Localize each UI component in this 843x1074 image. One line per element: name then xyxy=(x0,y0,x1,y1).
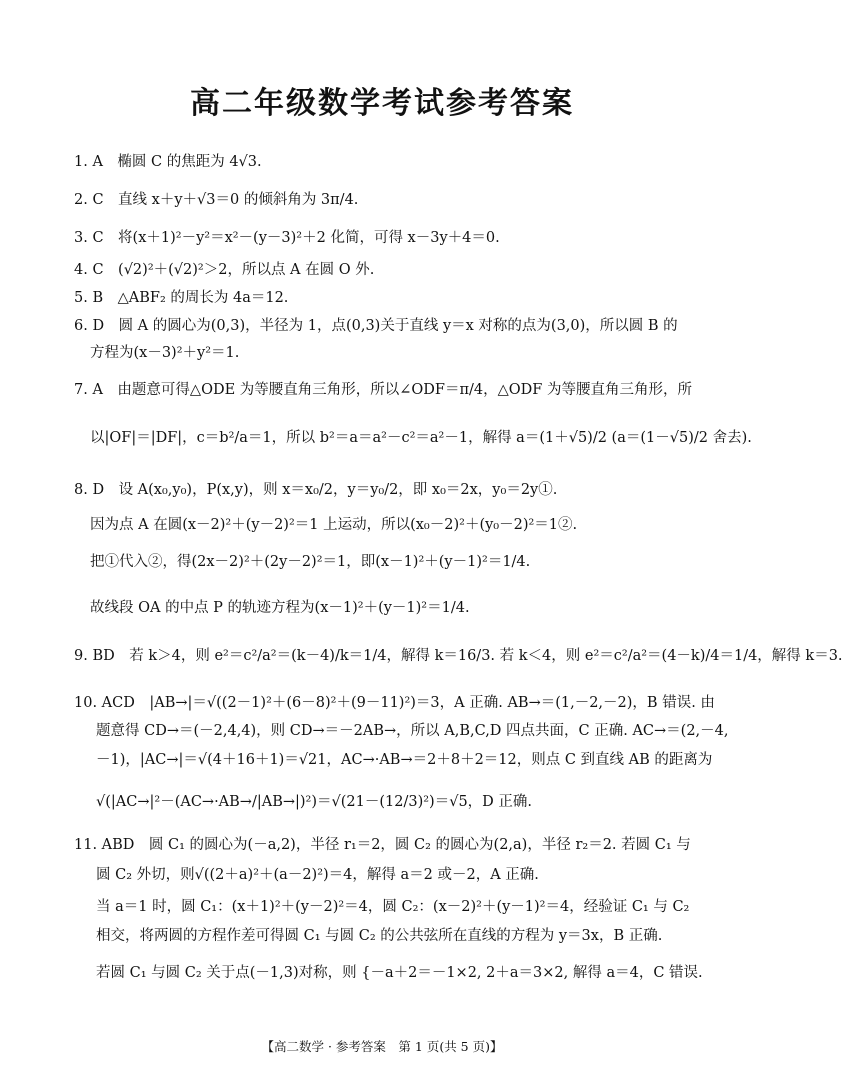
answer-line: 8. D 设 A(x₀,y₀)，P(x,y)，则 x＝x₀/2，y＝y₀/2，即 x₀＝2x，y₀＝2y①. xyxy=(74,482,558,498)
answer-line: 把①代入②，得(2x－2)²＋(2y－2)²＝1，即(x－1)²＋(y－1)²＝1/4. xyxy=(90,554,531,570)
answer-line: 5. B △ABF₂ 的周长为 4a＝12. xyxy=(74,290,289,306)
answer-line: 相交，将两圆的方程作差可得圆 C₁ 与圆 C₂ 的公共弦所在直线的方程为 y＝3x，B 正确. xyxy=(96,928,663,944)
answer-line: 题意得 CD→＝(－2,4,4)，则 CD→＝－2AB→，所以 A,B,C,D 四点共面，C 正确. AC→＝(2,－4, xyxy=(96,723,729,739)
answer-line: 11. ABD 圆 C₁ 的圆心为(－a,2)，半径 r₁＝2，圆 C₂ 的圆心为(2,a)，半径 r₂＝2. 若圆 C₁ 与 xyxy=(74,837,691,853)
answer-line: 以|OF|＝|DF|，c＝b²/a＝1，所以 b²＝a＝a²－c²＝a²－1，解得 a＝(1＋√5)/2 (a＝(1－√5)/2 舍去). xyxy=(90,430,752,446)
answer-line: 方程为(x－3)²＋y²＝1. xyxy=(90,345,240,361)
answer-line: 故线段 OA 的中点 P 的轨迹方程为(x－1)²＋(y－1)²＝1/4. xyxy=(90,600,470,616)
answer-line: 1. A 椭圆 C 的焦距为 4√3. xyxy=(74,154,262,170)
answer-line: 若圆 C₁ 与圆 C₂ 关于点(－1,3)对称，则 {－a＋2＝－1×2, 2＋a＝3×2, 解得 a＝4，C 错误. xyxy=(96,965,703,981)
answer-line: 4. C (√2)²＋(√2)²＞2，所以点 A 在圆 O 外. xyxy=(74,262,375,278)
answer-line: 2. C 直线 x＋y＋√3＝0 的倾斜角为 3π/4. xyxy=(74,192,359,208)
page-title: 高二年级数学考试参考答案 xyxy=(190,86,574,121)
answer-line: 7. A 由题意可得△ODE 为等腰直角三角形，所以∠ODF＝π/4，△ODF 为等腰直角三角形，所 xyxy=(74,382,692,398)
answer-line: 因为点 A 在圆(x－2)²＋(y－2)²＝1 上运动，所以(x₀－2)²＋(y₀－2)²＝1②. xyxy=(90,517,578,533)
page-footer: 【高二数学 · 参考答案 第 1 页(共 5 页)】 xyxy=(261,1039,503,1054)
answer-line: －1)，|AC→|＝√(4＋16＋1)＝√21，AC→·AB→＝2＋8＋2＝12，则点 C 到直线 AB 的距离为 xyxy=(96,752,713,768)
answer-line: 9. BD 若 k＞4，则 e²＝c²/a²＝(k－4)/k＝1/4，解得 k＝16/3. 若 k＜4，则 e²＝c²/a²＝(4－k)/4＝1/4，解得 k＝3. xyxy=(74,648,843,664)
answer-line: 10. ACD |AB→|＝√((2－1)²＋(6－8)²＋(9－11)²)＝3，A 正确. AB→＝(1,－2,－2)，B 错误. 由 xyxy=(74,695,715,711)
answer-line: 3. C 将(x＋1)²－y²＝x²－(y－3)²＋2 化简，可得 x－3y＋4＝0. xyxy=(74,230,500,246)
answer-line: √(|AC→|²－(AC→·AB→/|AB→|)²)＝√(21－(12/3)²)＝√5，D 正确. xyxy=(96,794,533,810)
answer-line: 6. D 圆 A 的圆心为(0,3)，半径为 1，点(0,3)关于直线 y＝x 对称的点为(3,0)，所以圆 B 的 xyxy=(74,318,678,334)
answer-line: 圆 C₂ 外切，则√((2＋a)²＋(a－2)²)＝4，解得 a＝2 或－2，A 正确. xyxy=(96,867,539,883)
answer-line: 当 a＝1 时，圆 C₁：(x＋1)²＋(y－2)²＝4，圆 C₂：(x－2)²＋(y－1)²＝4，经验证 C₁ 与 C₂ xyxy=(96,899,690,915)
